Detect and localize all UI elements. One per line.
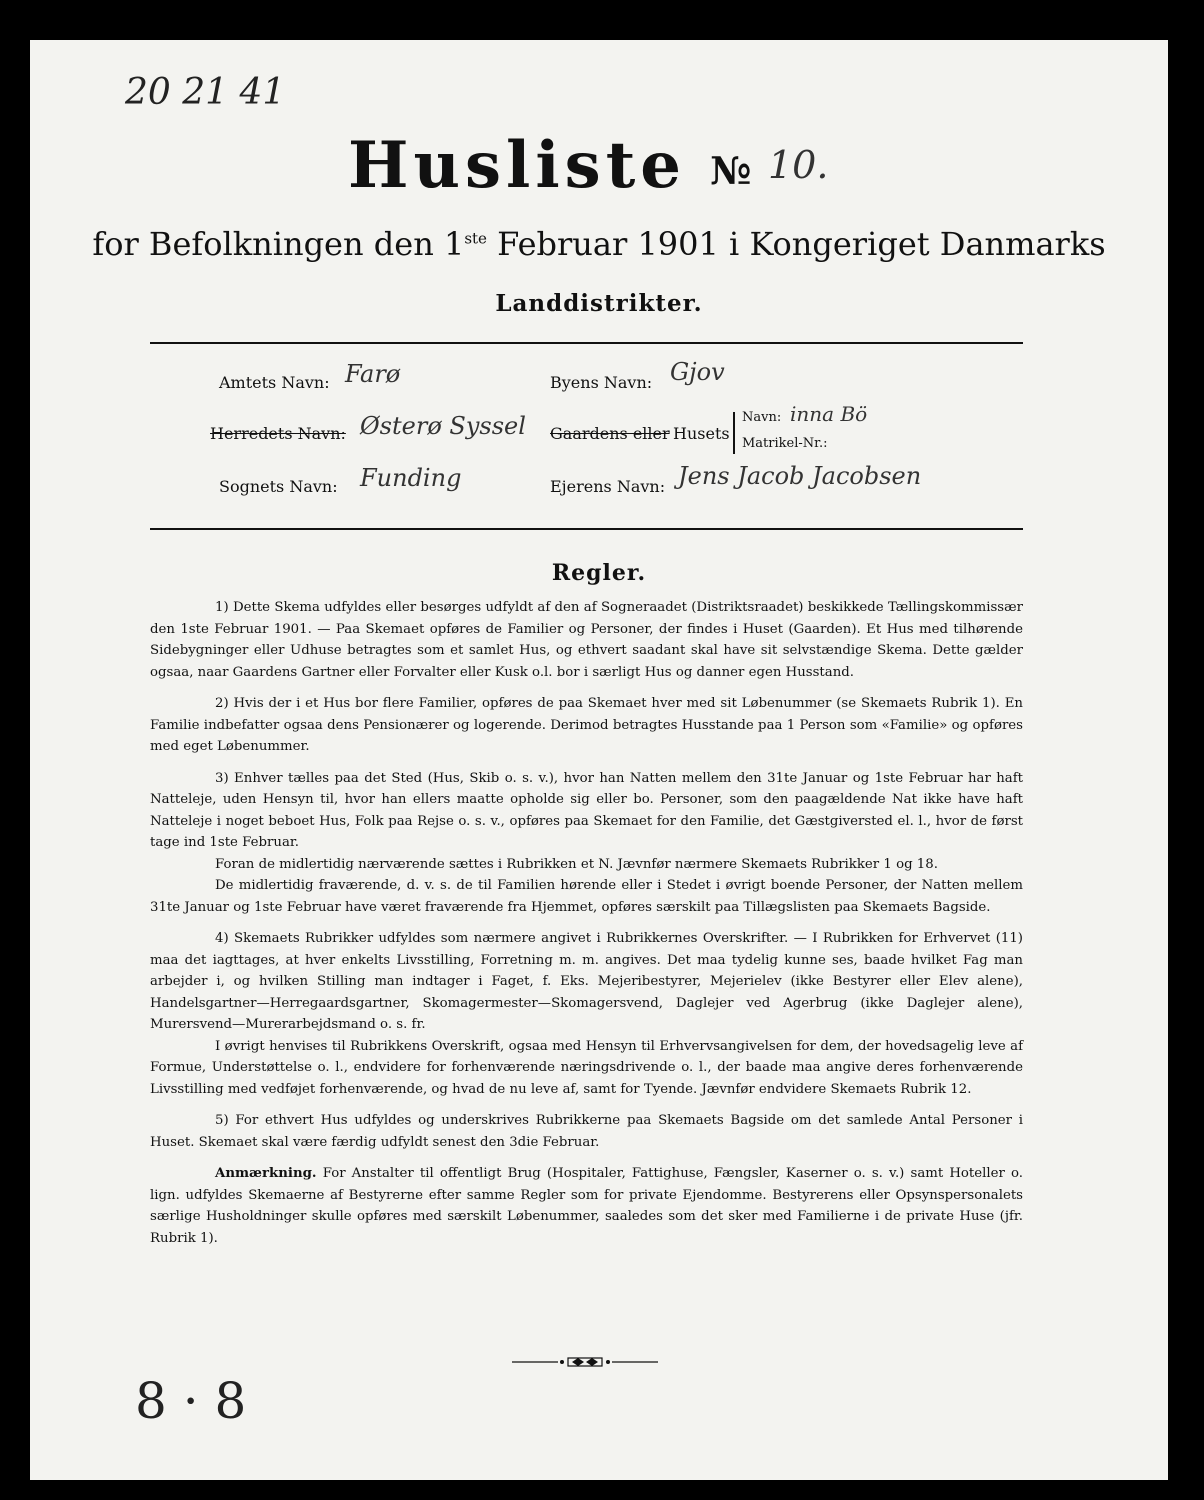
rule-2: 2) Hvis der i et Hus bor flere Familier, opføres de paa Skemaet hver med sit Løbenummer (se Skemaets Rubrik 1). En Familie indbefatter ogsaa dens Pensionærer og logerende. Derimod betragtes Husstande paa 1 Person som «Familie» og opføres med eget Løbenummer. — [150, 696, 1023, 754]
rule-3-n: Foran de midlertidig nærværende sættes i Rubrikken et N. Jævnfør nærmere Skemaets Rubrikker 1 og 18. — [215, 856, 938, 872]
numero-label: № — [710, 148, 752, 193]
form-subtitle — [30, 225, 1168, 263]
form-title: Husliste — [348, 128, 686, 203]
rules-body — [150, 597, 1023, 1259]
huset-brace — [733, 412, 735, 454]
rule-5: 5) For ethvert Hus udfyldes og underskrives Rubrikkerne paa Skemaets Bagside om det samlede Antal Personer i Huset. Skemaet skal være færdig udfyldt senest den 3die Februar. — [150, 1113, 1023, 1150]
amt-label: Amtets Navn: — [219, 373, 330, 392]
subtitle-prefix: for Befolkningen den 1 — [92, 225, 465, 263]
rule-3: 3) Enhver tælles paa det Sted (Hus, Skib o. s. v.), hvor han Natten mellem den 31te Januar og 1ste Februar har haft Natteleje, uden Hensyn til, hvor han ellers maatte opholde sig eller bo. Personer, som den paagældende Nat ikke have haft Natteleje i noget beboet Hus, Folk paa Rejse o. s. v., opføres paa Skemaet for den Familie, det Gæstgiversted el. l., hvor de først tage ind 1ste Februar. — [150, 770, 1023, 850]
rule-4: 4) Skemaets Rubrikker udfyldes som nærmere angivet i Rubrikkernes Overskrifter. — I Rubrikken for Erhvervet (11) maa det iagttages, at hver enkelts Livsstilling, Forretning m. m. angives. Det maa tydelig kunne ses, baade hvilket Fag man arbejder i, og hvilken Stilling man indtager i Faget, f. Eks. Mejeribestyrer, Mejerielev (ikke Bestyrer eller Elev alene), Handelsgartner—Herregaardsgartner, Skomagermester—Skomagersvend, Daglejer ved Agerbrug (ikke Daglejer alene), Murersvend—Murerarbejdsmand o. s. fr. — [150, 931, 1023, 1032]
by-label: Byens Navn: — [550, 373, 653, 392]
by-value: Gjov — [670, 358, 725, 386]
note-paragraph — [150, 1163, 1023, 1249]
ejer-value: Jens Jacob Jacobsen — [678, 462, 922, 490]
margin-note-top: 20 21 41 — [125, 72, 286, 113]
navn-value: inna Bö — [790, 402, 868, 426]
top-rule — [150, 342, 1023, 344]
margin-note-bottom: 8 · 8 — [135, 1372, 247, 1430]
district-heading: Landdistrikter. — [495, 290, 703, 317]
husliste-number: 10. — [768, 143, 829, 187]
form-sheet — [30, 40, 1168, 1480]
sogn-value: Funding — [360, 464, 462, 492]
ornament-divider — [512, 1355, 658, 1367]
rule-1: 1) Dette Skema udfyldes eller besørges udfyldt af den af Sogneraadet (Distriktsraadet) beskikkede Tællingskommissær den 1ste Februar 1901. — Paa Skemaet opføres de Familier og Personer, der findes i Huset (Gaarden). Et Hus med tilhørende Sidebygninger eller Udhuse betragtes som et samlet Hus, og ethvert saadant skal have sit selvstændige Skema. Dette gælder ogsaa, naar Gaardens Gartner eller Forvalter eller Kusk o.l. bor i særligt Hus og danner egen Husstand. — [150, 600, 1023, 680]
bottom-rule — [150, 528, 1023, 530]
rules-heading: Regler. — [551, 560, 647, 586]
herred-value: Østerø Syssel — [360, 412, 526, 440]
gaard-label-struck: Gaardens eller — [550, 424, 670, 443]
herred-label: Herredets Navn: — [210, 424, 346, 443]
huset-label: Husets — [673, 424, 730, 443]
subtitle-sup: ste — [464, 229, 487, 248]
rule-3-absent: De midlertidig fraværende, d. v. s. de til Familien hørende eller i Stedet i øvrigt boende Personer, der Natten mellem 31te Januar og 1ste Februar have været fraværende fra Hjemmet, opføres særskilt paa Tillægslisten paa Skemaets Bagside. — [150, 878, 1023, 915]
note-text: For Anstalter til offentligt Brug (Hospitaler, Fattighuse, Fængsler, Kaserner o. s. v.) samt Hoteller o. lign. udfyldes Skemaerne af Bestyrerne efter samme Regler som for private Ejendomme. Bestyrerens eller Opsynspersonalets særlige Husholdninger skulle opføres med særskilt Løbenummer, saaledes som det sker med Familierne i de private Huse (jfr. Rubrik 1). — [150, 1166, 1023, 1246]
amt-value: Farø — [345, 360, 401, 388]
matrikel-label: Matrikel-Nr.: — [742, 436, 828, 451]
rule-4-more: I øvrigt henvises til Rubrikkens Overskrift, ogsaa med Hensyn til Erhvervsangivelsen for dem, der hovedsagelig leve af Formue, Understøttelse o. l., endvidere for forhenværende næringsdrivende o. l., der baade maa angive deres forhenværende Livsstilling med vedføjet forhenværende, og hvad de nu leve af, samt for Tyende. Jævnfør endvidere Skemaets Rubrik 12. — [150, 1038, 1023, 1097]
ejer-label: Ejerens Navn: — [550, 477, 666, 496]
sogn-label: Sognets Navn: — [219, 477, 338, 496]
note-label: Anmærkning. — [215, 1166, 317, 1181]
subtitle-suffix: Februar 1901 i Kongeriget Danmarks — [486, 225, 1106, 263]
navn-label: Navn: — [742, 410, 782, 425]
